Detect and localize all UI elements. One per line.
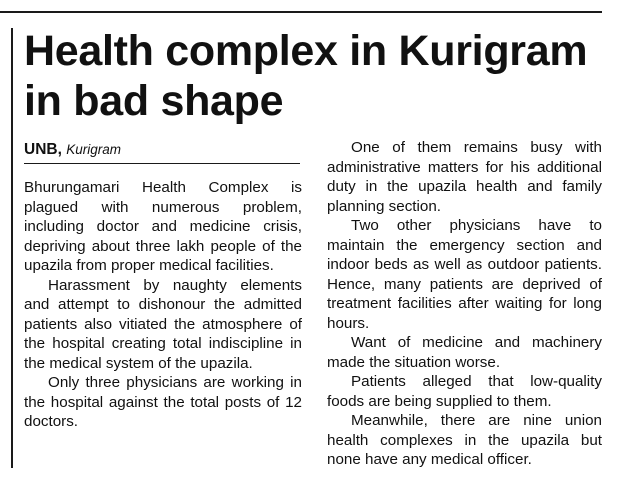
paragraph: Patients alleged that low-quality foods are being supplied to them. bbox=[327, 373, 602, 410]
top-border-rule bbox=[0, 11, 602, 13]
paragraph: Only three physicians are working in the hospital against the total posts of 12 doctors. bbox=[24, 374, 302, 430]
article-column-left bbox=[24, 178, 302, 432]
headline-line-2: in bad shape bbox=[24, 77, 284, 125]
paragraph: Bhurungamari Health Complex is plagued with numerous problem, including doctor and medicine crisis, depriving about three lakh people of the upazila from proper medical facilities. bbox=[24, 179, 302, 274]
left-border-rule bbox=[11, 28, 13, 468]
headline-line-1: Health complex in Kurigram bbox=[24, 27, 588, 75]
article-headline bbox=[24, 26, 604, 126]
paragraph: Harassment by naughty elements and attempt to dishonour the admitted patients also vitiated the atmosphere of the hospital creating total indiscipline in the medical system of the upazila. bbox=[24, 276, 302, 372]
byline bbox=[24, 140, 121, 160]
paragraph: Meanwhile, there are nine union health complexes in the upazila but none have any medical officer. bbox=[327, 412, 602, 468]
byline-divider bbox=[24, 163, 300, 164]
paragraph: One of them remains busy with administrative matters for his additional duty in the upazila health and family planning section. bbox=[327, 139, 602, 215]
paragraph: Two other physicians have to maintain the emergency section and indoor beds as well as outdoor patients. Hence, many patients are deprived of treatment facilities after waiting for long hours. bbox=[327, 217, 602, 332]
paragraph: Want of medicine and machinery made the situation worse. bbox=[327, 334, 602, 371]
article-column-right bbox=[327, 138, 602, 470]
byline-agency: UNB, bbox=[24, 141, 62, 158]
byline-place: Kurigram bbox=[66, 142, 121, 157]
